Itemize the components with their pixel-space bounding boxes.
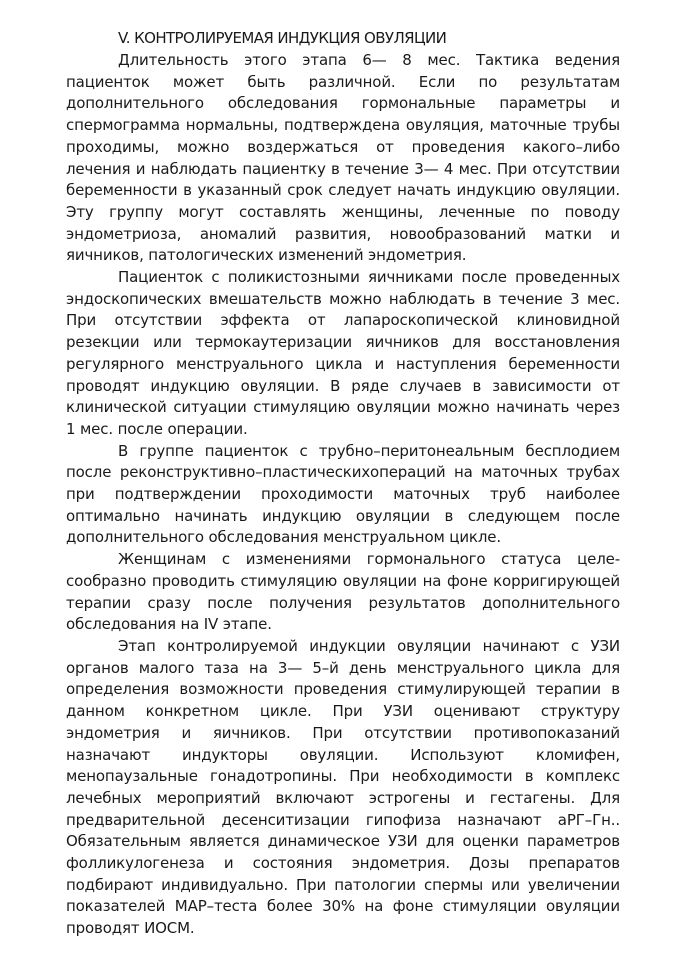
paragraph-tubal-infertility: В группе пациенток с трубно–перитонеальным бесплодием после реконструктивно–пластическихопераций на маточных трубах при подтверждении проходимости маточных труб наиболее оптимально начинать индукцию овуляции в следующем после дополнительного обследования менструальном цикле. — [66, 441, 620, 547]
paragraph-induction-stage: Этап контролируемой индукции овуляции начинают с УЗИ органов малого таза на 3— 5–й день менструального цикла для определения возможности проведения стимулирующей терапии в данном конкретном цикле. При УЗИ оценивают структуру эндометрия и яичников. При отсутствии противопоказаний назначают индукторы овуляции. Используют кломифен, менопаузальные гонадотропины. При необходимости в комплекс лечебных мероприятий включают эстрогены и гестагены. Для предварительной десенситизации гипофиза назначают аРГ–Гн.. Обязательным является динамическое УЗИ для оценки параметров фолликулогенеза и состояния эндометрия. Дозы препаратов подбирают индивидуально. При патологии спермы или увеличении показателей MAP–теста более 30% на фоне стимуляции овуляции проводят ИОСМ. — [66, 636, 620, 938]
document-page — [66, 26, 620, 940]
section-title: V. КОНТРОЛИРУЕМАЯ ИНДУКЦИЯ ОВУЛЯЦИИ — [118, 29, 447, 47]
paragraph-hormonal-status: Женщинам с изменениями гормонального статуса целе-сообразно проводить стимуляцию овуляции на фоне корригирующей терапии сразу после получения результатов дополнительного обследования на IV этапе. — [66, 550, 620, 634]
paragraph-polycystic-ovaries: Пациенток с поликистозными яичниками после проведенных эндоскопических вмешательств можно наблюдать в течение 3 мес. При отсутствии эффекта от лапароскопической клиновидной резекции или термокаутеризации яичников для восстановления регулярного менструального цикла и наступления беременности проводят индукцию овуляции. В ряде случаев в зависимости от клинической ситуации стимуляцию овуляции можно начинать через 1 мес. после операции. — [66, 268, 620, 438]
paragraph-tactics: Длительность этого этапа 6— 8 мес. Тактика ведения пациенток может быть различной. Если по результатам дополнительного обследования гормональные параметры и спермограмма нормальны, подтверждена овуляция, маточные трубы проходимы, можно воздержаться от проведения какого–либо лечения и наблюдать пациентку в течение 3— 4 мес. При отсутствии беременности в указанный срок следует начать индукцию овуляции. Эту группу могут составлять женщины, леченные по поводу эндометриоза, аномалий развития, новообразований матки и яичников, патологических изменений эндометрия. — [66, 51, 620, 265]
